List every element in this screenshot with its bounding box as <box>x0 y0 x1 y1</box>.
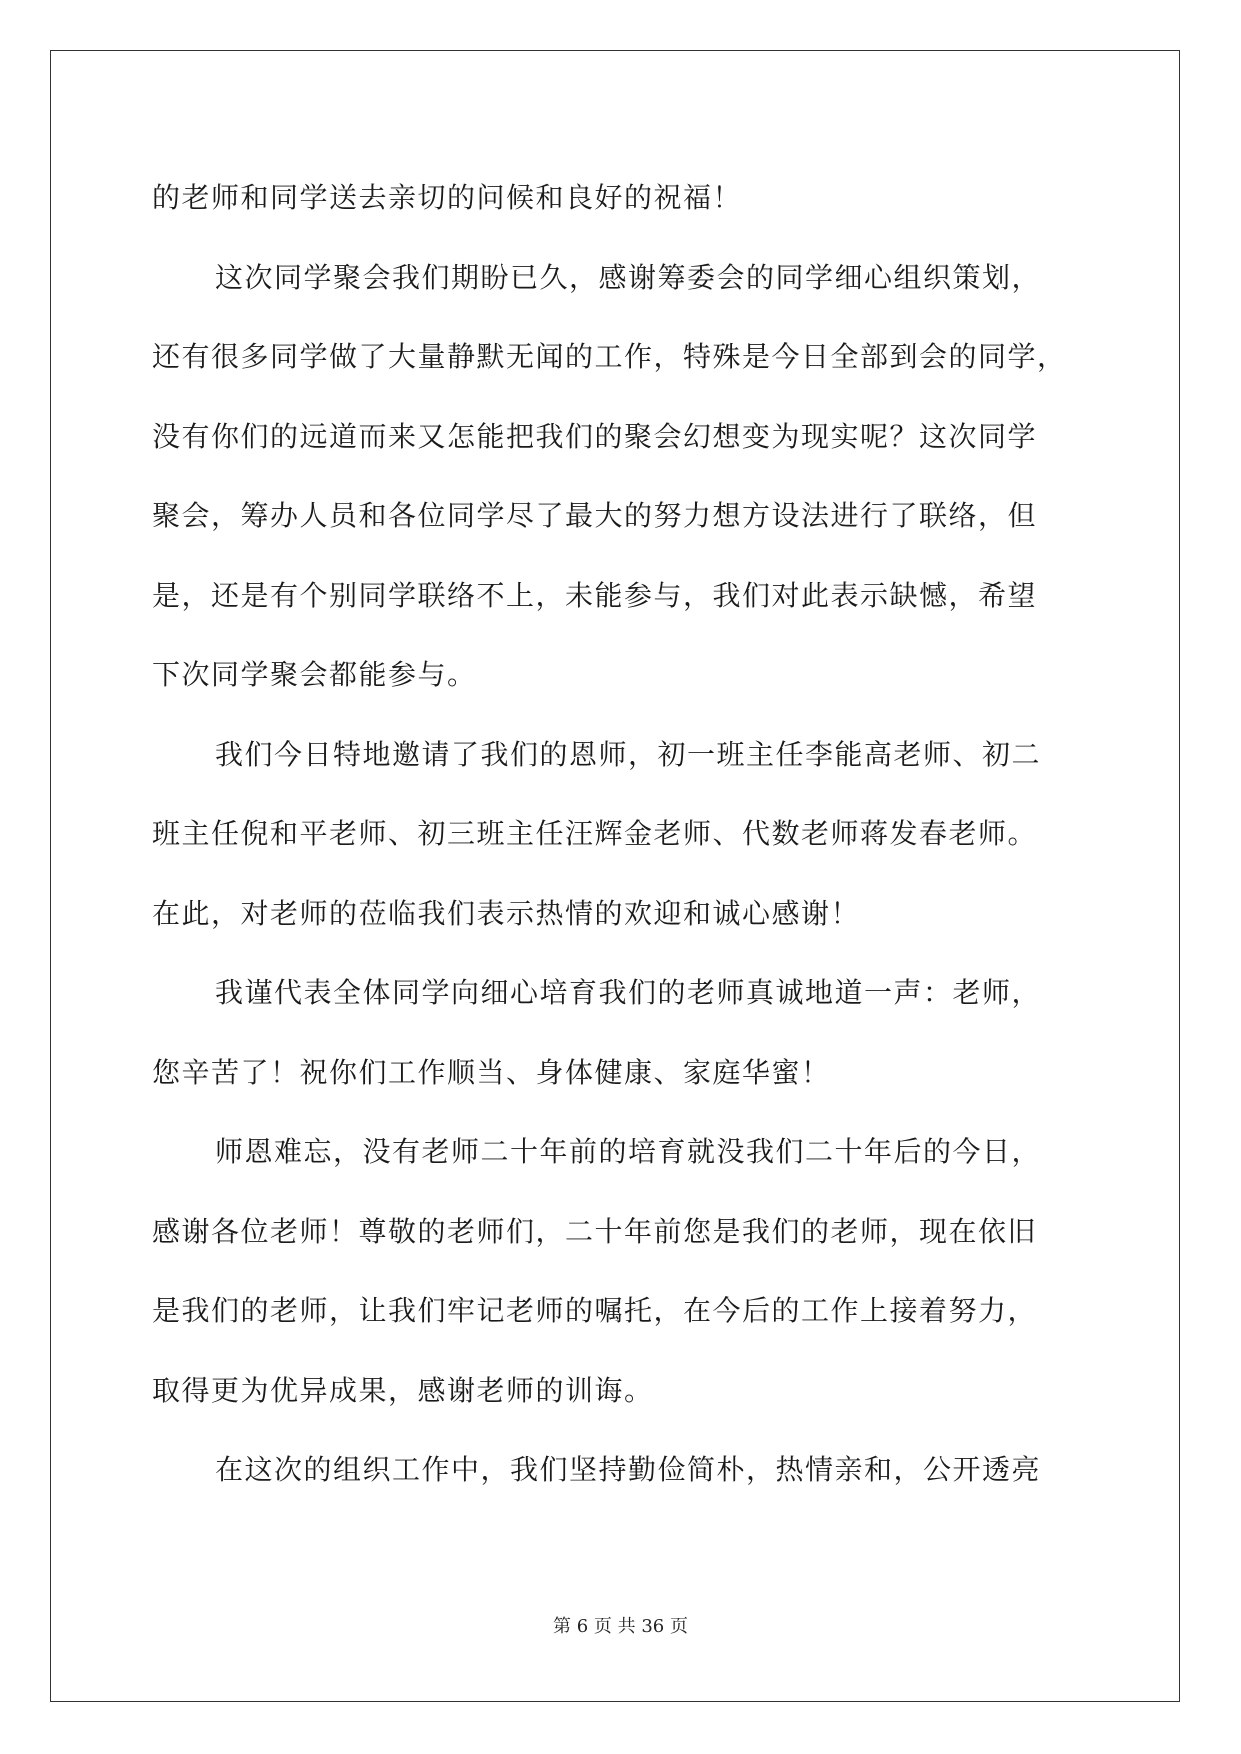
text-line: 还有很多同学做了大量静默无闻的工作，特殊是今日全部到会的同学， <box>152 340 1067 373</box>
text-line: 聚会，筹办人员和各位同学尽了最大的努力想方设法进行了联络，但 <box>152 499 1038 532</box>
text-line: 您辛苦了！祝你们工作顺当、身体健康、家庭华蜜！ <box>152 1055 831 1089</box>
text-line: 下次同学聚会都能参与。 <box>152 658 477 691</box>
text-line: 没有你们的远道而来又怎能把我们的聚会幻想变为现实呢？这次同学 <box>152 419 1038 453</box>
text-line: 是，还是有个别同学联络不上，未能参与，我们对此表示缺憾，希望 <box>152 578 1038 612</box>
text-line: 感谢各位老师！尊敬的老师们，二十年前您是我们的老师，现在依旧 <box>152 1214 1038 1248</box>
text-line: 是我们的老师，让我们牢记老师的嘱托，在今后的工作上接着努力， <box>152 1294 1038 1327</box>
paragraph-start-line: 这次同学聚会我们期盼已久，感谢筹委会的同学细心组织策划， <box>215 260 1042 294</box>
paragraph-start-line: 在这次的组织工作中，我们坚持勤俭简朴，热情亲和，公开透亮 <box>215 1453 1042 1486</box>
text-line: 取得更为优异成果，感谢老师的训诲。 <box>152 1373 654 1407</box>
paragraph-start-line: 我们今日特地邀请了我们的恩师，初一班主任李能高老师、初二 <box>215 737 1042 771</box>
document-body <box>152 158 1092 1510</box>
paragraph-start-line: 师恩难忘，没有老师二十年前的培育就没我们二十年后的今日， <box>215 1135 1042 1168</box>
text-line: 班主任倪和平老师、初三班主任汪辉金老师、代数老师蒋发春老师。 <box>152 817 1038 850</box>
page-number: 第 6 页 共 36 页 <box>553 1616 688 1637</box>
text-line: 在此，对老师的莅临我们表示热情的欢迎和诚心感谢！ <box>152 896 861 930</box>
text-line: 的老师和同学送去亲切的问候和良好的祝福！ <box>152 181 743 214</box>
paragraph-start-line: 我谨代表全体同学向细心培育我们的老师真诚地道一声：老师， <box>215 976 1042 1009</box>
